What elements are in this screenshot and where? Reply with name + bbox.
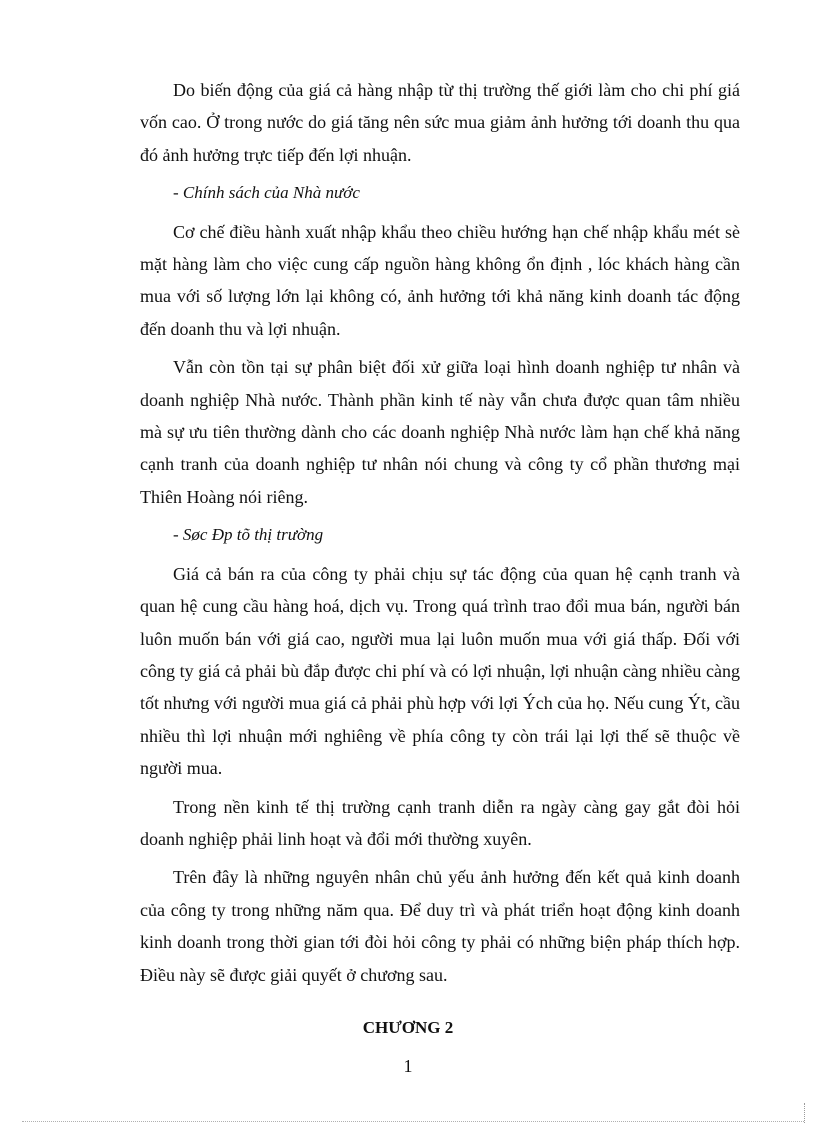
footer-dotted-rule bbox=[22, 1121, 804, 1122]
paragraph-competition: Trong nền kinh tế thị trường cạnh tranh diễn ra ngày càng gay gắt đòi hỏi doanh nghiệp phải linh hoạt và đổi mới thường xuyên. bbox=[140, 796, 740, 849]
paragraph-export-import-mechanism: Cơ chế điều hành xuất nhập khẩu theo chiều hướng hạn chế nhập khẩu mét sè mặt hàng làm cho việc cung cấp nguồn hàng không ổn định , lóc khách hàng cần mua với số lượng lớn lại không có, ảnh hưởng tới khả năng kinh doanh tác động đến doanh thu và lợi nhuận. bbox=[140, 221, 740, 339]
paragraph-pricing: Giá cả bán ra của công ty phải chịu sự tác động của quan hệ cạnh tranh và quan hệ cung cầu hàng hoá, dịch vụ. Trong quá trình trao đổi mua bán, người bán luôn muốn bán với giá cao, người mua lại luôn muốn mua với giá thấp. Đối với công ty giá cả phải bù đắp được chi phí và có lợi nhuận, lợi nhuận càng nhiều càng tốt nhưng với người mua giá cả phải phù hợp với lợi Ých của họ. Nếu cung Ýt, cầu nhiều thì lợi nhuận mới nghiêng về phía công ty còn trái lại lợi thế sẽ thuộc về người mua. bbox=[140, 563, 740, 779]
body-text bbox=[140, 74, 740, 997]
paragraph-import-costs: Do biến động của giá cả hàng nhập từ thị trường thế giới làm cho chi phí giá vốn cao. Ở trong nước do giá tăng nên sức mua giảm ảnh hưởng tới doanh thu qua đó ảnh hưởng trực tiếp đến lợi nhuận. bbox=[140, 80, 740, 165]
paragraph-discrimination: Vẫn còn tồn tại sự phân biệt đối xử giữa loại hình doanh nghiệp tư nhân và doanh nghiệp Nhà nước. Thành phần kinh tế này vẫn chưa được quan tâm nhiều mà sự ưu tiên thường dành cho các doanh nghiệp Nhà nước làm hạn chế khả năng cạnh tranh của doanh nghiệp tư nhân nói chung và công ty cổ phần thương mại Thiên Hoàng nói riêng. bbox=[140, 357, 740, 507]
subheading-state-policy: - Chính sách của Nhà nước bbox=[173, 183, 360, 203]
page-number: 1 bbox=[403, 1056, 413, 1076]
paragraph-conclusion: Trên đây là những nguyên nhân chủ yếu ảnh hưởng đến kết quả kinh doanh của công ty trong những năm qua. Để duy trì và phát triển hoạt động kinh doanh kinh doanh trong thời gian tới đòi hỏi công ty phải có những biện pháp thích hợp. Điều này sẽ được giải quyết ở chương sau. bbox=[140, 867, 740, 985]
chapter-heading: CHƯƠNG 2 bbox=[362, 1018, 454, 1037]
page-corner-mark bbox=[804, 1103, 816, 1123]
subheading-market-pressure: - Søc Ðp tõ thị trường bbox=[173, 525, 324, 545]
